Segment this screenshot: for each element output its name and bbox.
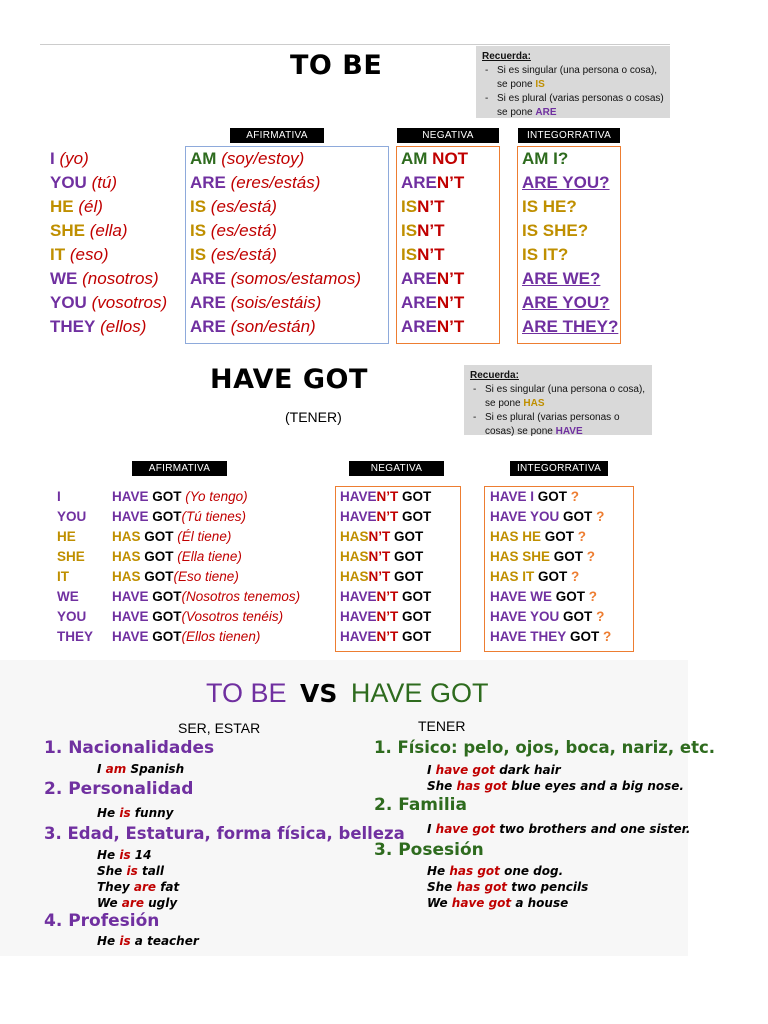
vs-right-category-1: 1. Físico: pelo, ojos, boca, nariz, etc.: [374, 738, 716, 757]
vs-title: [206, 678, 488, 709]
list-item: HAS SHE GOT ?: [490, 549, 596, 564]
list-item: HAVEN’T GOT: [340, 589, 432, 604]
vs-right-example-list: [427, 762, 684, 794]
to-be-reminder: [476, 46, 670, 118]
vs-left-category-3: 3. Edad, Estatura, forma física, belleza: [44, 824, 405, 843]
list-item: IS IT?: [522, 245, 569, 264]
list-item: She has got blue eyes and a big nose.: [427, 779, 684, 793]
to-be-negative-column: [401, 147, 468, 339]
list-item: HAVE I GOT ?: [490, 489, 580, 504]
list-item: HASN’T GOT: [340, 529, 424, 544]
to-be-header-interrogative: INTEGORRATIVA: [518, 128, 620, 143]
have-got-header-affirmative: AFIRMATIVA: [132, 461, 227, 476]
to-be-title: TO BE: [290, 50, 383, 81]
list-item: HAS GOT(Eso tiene): [112, 569, 239, 584]
list-item: SHE (ella): [50, 221, 128, 240]
list-item: AREN’T: [401, 317, 465, 336]
list-item: I (yo): [50, 149, 89, 168]
vs-left-example: I am Spanish: [97, 762, 185, 776]
list-item: ISN’T: [401, 221, 445, 240]
list-item: ARE WE?: [522, 269, 601, 288]
to-be-affirmative-column: [190, 147, 361, 339]
to-be-header-negative: NEGATIVA: [397, 128, 499, 143]
list-item: HAVE GOT (Yo tengo): [112, 489, 248, 504]
have-got-title: HAVE GOT: [210, 364, 368, 395]
list-item: ISN’T: [401, 245, 445, 264]
to-be-header-affirmative: AFIRMATIVA: [230, 128, 324, 143]
list-item: They are fat: [97, 880, 180, 894]
list-item: IT (eso): [50, 245, 109, 264]
list-item: HAVE GOT(Ellos tienen): [112, 629, 261, 644]
vs-left-example: He is a teacher: [97, 934, 199, 948]
reminder-singular: - Si es singular (una persona o cosa), se pone IS: [482, 64, 664, 92]
list-item: IS SHE?: [522, 221, 589, 240]
list-item: ARE YOU?: [522, 293, 610, 312]
list-item: He has got one dog.: [427, 864, 564, 878]
vs-right-title: HAVE GOT: [350, 678, 489, 708]
list-item: YOU: [57, 509, 87, 524]
list-item: We are ugly: [97, 896, 178, 910]
list-item: HAVE YOU GOT ?: [490, 509, 605, 524]
list-item: ARE (eres/estás): [190, 173, 321, 192]
list-item: THEY: [57, 629, 94, 644]
to-be-interrogative-column: [522, 147, 618, 339]
list-item: YOU (tú): [50, 173, 118, 192]
list-item: HAVEN’T GOT: [340, 489, 432, 504]
list-item: I: [57, 489, 61, 504]
list-item: AREN’T: [401, 293, 465, 312]
vs-right-example: I have got two brothers and one sister.: [427, 822, 691, 836]
list-item: HAVE YOU GOT ?: [490, 609, 605, 624]
list-item: IS (es/está): [190, 197, 277, 216]
list-item: HAVE THEY GOT ?: [490, 629, 612, 644]
to-be-pronoun-column: [50, 147, 167, 339]
vs-right-category-2: 2. Familia: [374, 795, 467, 815]
list-item: HAVEN’T GOT: [340, 509, 432, 524]
list-item: HAVEN’T GOT: [340, 629, 432, 644]
list-item: ARE YOU?: [522, 173, 610, 192]
reminder-title: Recuerda:: [470, 370, 519, 381]
list-item: WE: [57, 589, 79, 604]
vs-left-category-4: 4. Profesión: [44, 911, 160, 931]
list-item: HE (él): [50, 197, 103, 216]
have-got-pronoun-column: [57, 487, 93, 647]
list-item: ARE (son/están): [190, 317, 316, 336]
list-item: ARE THEY?: [522, 317, 619, 336]
list-item: He is 14: [97, 848, 152, 862]
list-item: HAS IT GOT ?: [490, 569, 580, 584]
list-item: SHE: [57, 549, 85, 564]
reminder-plural: - Si es plural (varias personas o cosas) se pone HAVE: [470, 411, 646, 439]
vs-right-example-list: [427, 863, 588, 911]
list-item: IT: [57, 569, 69, 584]
have-got-reminder: [464, 365, 652, 435]
list-item: We have got a house: [427, 896, 569, 910]
list-item: AM I?: [522, 149, 569, 168]
list-item: HE: [57, 529, 76, 544]
have-got-affirmative-column: [112, 487, 300, 647]
list-item: AM (soy/estoy): [190, 149, 305, 168]
have-got-interrogative-column: [490, 487, 611, 647]
list-item: HAVE GOT(Tú tienes): [112, 509, 247, 524]
list-item: She is tall: [97, 864, 165, 878]
list-item: YOU: [57, 609, 87, 624]
top-divider: [40, 44, 670, 45]
list-item: I have got dark hair: [427, 763, 561, 777]
list-item: HASN’T GOT: [340, 549, 424, 564]
vs-right-category-3: 3. Posesión: [374, 840, 484, 860]
list-item: IS (es/está): [190, 221, 277, 240]
reminder-title: Recuerda:: [482, 51, 531, 62]
vs-left-example: He is funny: [97, 806, 174, 820]
list-item: HASN’T GOT: [340, 569, 424, 584]
list-item: ISN’T: [401, 197, 445, 216]
list-item: HAS HE GOT ?: [490, 529, 587, 544]
vs-left-subtitle: SER, ESTAR: [178, 720, 261, 736]
list-item: IS HE?: [522, 197, 577, 216]
list-item: HAVE GOT(Nosotros tenemos): [112, 589, 301, 604]
have-got-header-interrogative: INTEGORRATIVA: [510, 461, 608, 476]
list-item: WE (nosotros): [50, 269, 159, 288]
vs-word: VS: [300, 679, 338, 708]
vs-right-subtitle: TENER: [418, 718, 466, 734]
reminder-singular: - Si es singular (una persona o cosa), se pone HAS: [470, 383, 646, 411]
list-item: YOU (vosotros): [50, 293, 168, 312]
list-item: HAS GOT (Él tiene): [112, 529, 232, 544]
list-item: THEY (ellos): [50, 317, 147, 336]
list-item: ARE (somos/estamos): [190, 269, 362, 288]
list-item: IS (es/está): [190, 245, 277, 264]
list-item: AM NOT: [401, 149, 469, 168]
list-item: AREN’T: [401, 269, 465, 288]
list-item: HAVEN’T GOT: [340, 609, 432, 624]
have-got-subtitle: (TENER): [285, 409, 342, 425]
have-got-header-negative: NEGATIVA: [349, 461, 444, 476]
have-got-negative-column: [340, 487, 431, 647]
reminder-plural: - Si es plural (varias personas o cosas) se pone ARE: [482, 92, 664, 120]
list-item: HAS GOT (Ella tiene): [112, 549, 242, 564]
list-item: HAVE GOT(Vosotros tenéis): [112, 609, 284, 624]
vs-left-example-list: [97, 847, 179, 911]
vs-left-category-2: 2. Personalidad: [44, 779, 194, 799]
list-item: AREN’T: [401, 173, 465, 192]
vs-left-category-1: 1. Nacionalidades: [44, 738, 215, 758]
list-item: HAVE WE GOT ?: [490, 589, 598, 604]
list-item: She has got two pencils: [427, 880, 589, 894]
vs-left-title: TO BE: [206, 678, 287, 708]
list-item: ARE (sois/estáis): [190, 293, 322, 312]
